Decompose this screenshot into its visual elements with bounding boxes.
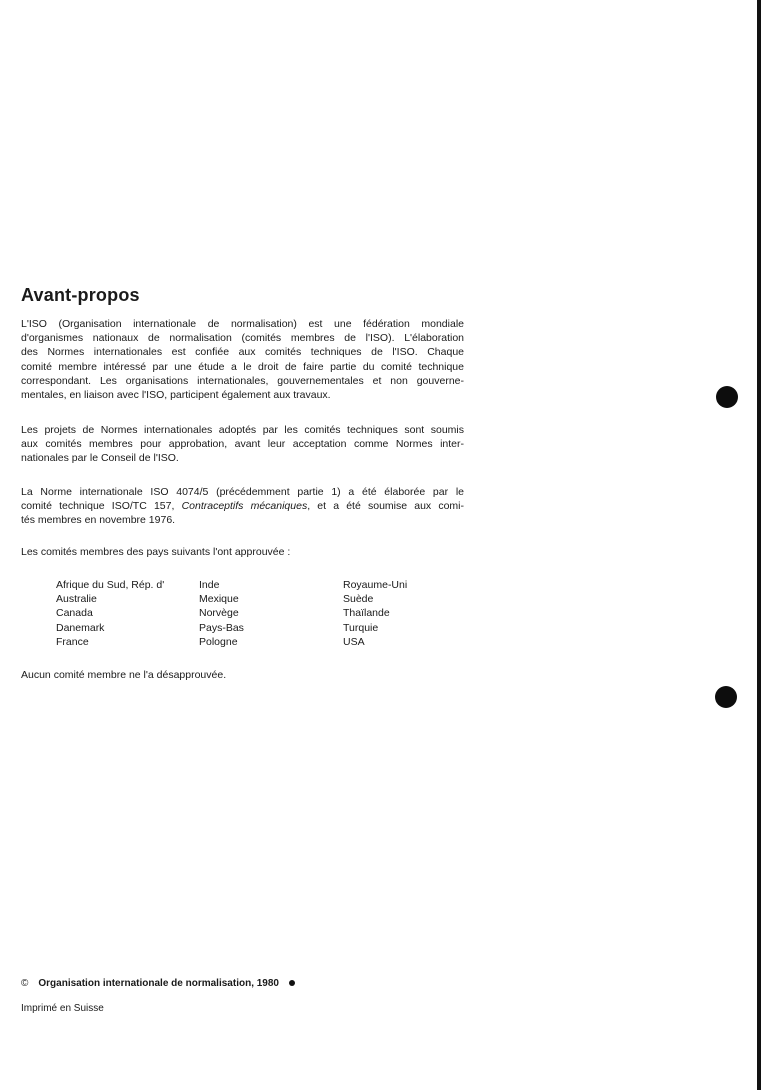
page-edge-border	[757, 0, 761, 1090]
country-item: Pays-Bas	[199, 621, 244, 634]
copyright-line	[21, 978, 295, 989]
country-item: Suède	[343, 593, 374, 606]
punch-hole-bottom	[715, 686, 737, 708]
country-item: Inde	[199, 579, 220, 591]
country-item: Royaume-Uni	[343, 579, 408, 591]
text-segment: comité technique ISO/TC 157,	[21, 500, 182, 513]
foreword-paragraph-standard	[21, 485, 464, 528]
country-item: USA	[343, 635, 365, 648]
text-line: aux comités membres pour approbation, avant leur acceptation comme Normes inter-	[21, 438, 464, 451]
committee-title-italic: Contraceptifs mécaniques	[181, 500, 308, 513]
text-line: correspondant. Les organisations internationales, gouvernementales et non gouverne-	[21, 374, 464, 387]
country-item: France	[56, 635, 89, 648]
copyright-icon: ©	[21, 978, 29, 989]
foreword-paragraph-iso	[21, 317, 464, 402]
text-line: d'organismes nationaux de normalisation (comités membres de l'ISO). L'élaboration	[21, 332, 464, 345]
foreword-paragraph-drafts	[21, 423, 464, 466]
text-line: La Norme internationale ISO 4074/5 (précédemment partie 1) a été élaborée par le	[21, 486, 464, 498]
text-line: mentales, en liaison avec l'ISO, participent également aux travaux.	[21, 389, 331, 402]
country-item: Danemark	[56, 621, 105, 634]
country-item: Turquie	[343, 621, 379, 634]
country-item: Pologne	[199, 635, 238, 648]
page-title: Avant-propos	[21, 285, 140, 305]
country-item: Canada	[56, 607, 93, 620]
bullet-icon	[289, 980, 295, 986]
country-item: Norvège	[199, 607, 239, 620]
text-segment: , et a été soumise aux comi-	[307, 500, 464, 513]
text-line: L'ISO (Organisation internationale de normalisation) est une fédération mondiale	[21, 318, 464, 330]
country-item: Thaïlande	[343, 607, 390, 620]
printed-in-note: Imprimé en Suisse	[21, 1003, 104, 1014]
country-column-3	[343, 578, 407, 649]
disapproval-note: Aucun comité membre ne l'a désapprouvée.	[21, 669, 227, 681]
text-line: des Normes internationales est confiée aux comités techniques de l'ISO. Chaque	[21, 346, 464, 359]
country-column-1	[56, 578, 164, 649]
country-item: Australie	[56, 593, 97, 606]
country-item: Mexique	[199, 593, 239, 606]
text-line	[21, 499, 464, 513]
copyright-text: Organisation internationale de normalisation, 1980	[38, 978, 279, 989]
approval-intro: Les comités membres des pays suivants l'ont approuvée :	[21, 546, 291, 558]
country-item: Afrique du Sud, Rép. d'	[56, 579, 165, 591]
text-line: tés membres en novembre 1976.	[21, 514, 176, 527]
text-line: comité membre intéressé par une étude a le droit de faire partie du comité technique	[21, 360, 464, 373]
text-line: nationales par le Conseil de l'ISO.	[21, 452, 179, 465]
text-line: Les projets de Normes internationales adoptés par les comités techniques sont soumis	[21, 424, 464, 436]
punch-hole-top	[716, 386, 738, 408]
country-column-2	[199, 578, 244, 649]
